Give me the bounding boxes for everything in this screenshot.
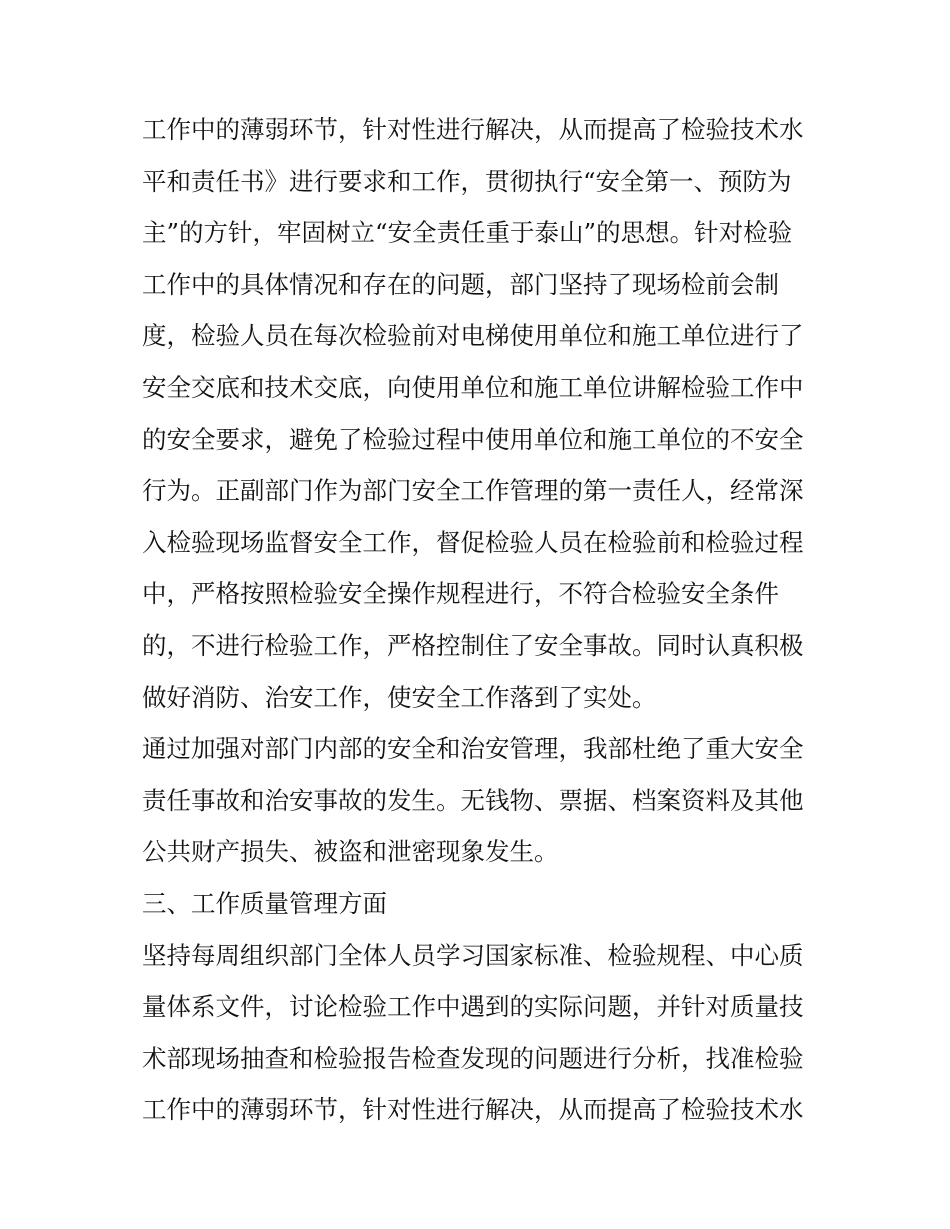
text-line: 工作中的具体情况和存在的问题，部门坚持了现场检前会制 [142, 269, 779, 299]
text-line: 平和责任书》进行要求和工作，贯彻执行“安全第一、预防为 [142, 166, 792, 196]
text-line: 量体系文件，讨论检验工作中遇到的实际问题，并针对质量技 [142, 992, 804, 1022]
text-line: 工作中的薄弱环节，针对性进行解决，从而提高了检验技术水 [142, 115, 804, 144]
document-body [142, 104, 822, 1136]
section-heading: 三、工作质量管理方面 [142, 888, 387, 918]
text-line: 术部现场抽查和检验报告检查发现的问题进行分析，找准检验 [142, 1043, 804, 1073]
text-line: 行为。正副部门作为部门安全工作管理的第一责任人，经常深 [142, 476, 804, 506]
text-line: 通过加强对部门内部的安全和治安管理，我部杜绝了重大安全 [142, 734, 804, 764]
text-line: 做好消防、治安工作，使安全工作落到了实处。 [142, 682, 657, 712]
text-line: 坚持每周组织部门全体人员学习国家标准、检验规程、中心质 [142, 940, 804, 970]
text-line: 责任事故和治安事故的发生。无钱物、票据、档案资料及其他 [142, 785, 804, 815]
text-line: 的，不进行检验工作，严格控制住了安全事故。同时认真积极 [142, 630, 804, 660]
text-line: 度，检验人员在每次检验前对电梯使用单位和施工单位进行了 [142, 321, 804, 351]
text-line: 中，严格按照检验安全操作规程进行，不符合检验安全条件 [142, 579, 779, 609]
text-line: 入检验现场监督安全工作，督促检验人员在检验前和检验过程 [142, 527, 804, 557]
text-line: 主”的方针，牢固树立“安全责任重于泰山”的思想。针对检验 [142, 218, 793, 248]
text-line: 的安全要求，避免了检验过程中使用单位和施工单位的不安全 [142, 424, 804, 454]
text-line: 工作中的薄弱环节，针对性进行解决，从而提高了检验技术水 [142, 1095, 804, 1125]
text-line: 安全交底和技术交底，向使用单位和施工单位讲解检验工作中 [142, 372, 804, 402]
text-line: 公共财产损失、被盗和泄密现象发生。 [142, 837, 559, 867]
